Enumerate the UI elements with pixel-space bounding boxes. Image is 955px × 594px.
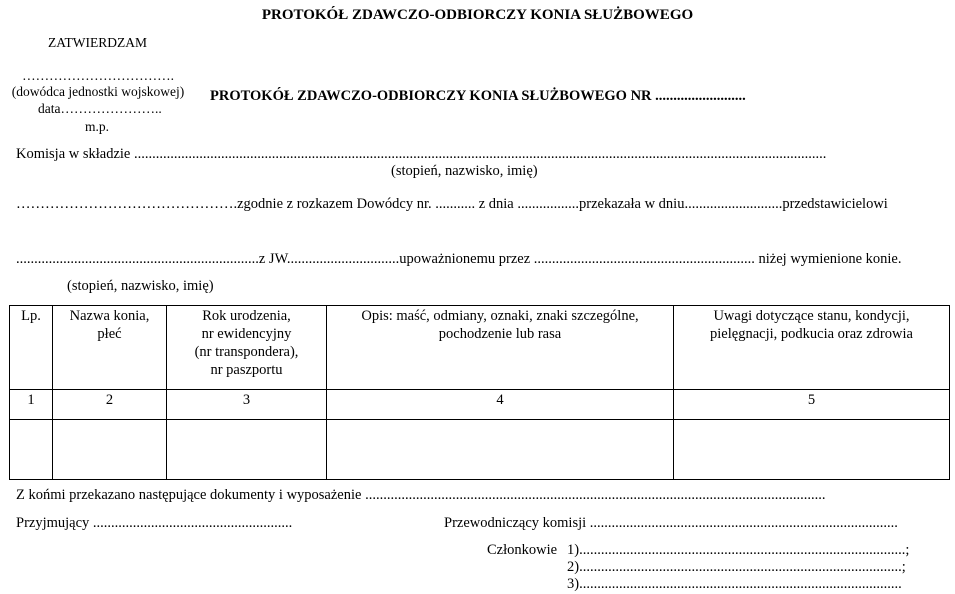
header-description: Opis: maść, odmiany, oznaki, znaki szczególne, pochodzenie lub rasa (327, 306, 674, 390)
table-cell[interactable] (674, 420, 950, 480)
column-number: 4 (327, 390, 674, 420)
chairman-line: Przewodniczący komisji ..................................................................................... (444, 515, 898, 531)
table-cell[interactable] (167, 420, 327, 480)
unit-line: ...................................................................z JW...............................upoważnionemu przez ............................................................. niżej wymienione konie. (16, 251, 902, 267)
documents-line: Z końmi przekazano następujące dokumenty i wyposażenie ............................................................................................................................... (16, 487, 826, 503)
approval-label: ZATWIERDZAM (48, 35, 147, 50)
header-lp: Lp. (10, 306, 53, 390)
representative-caption: (stopień, nazwisko, imię) (67, 278, 214, 294)
header-remarks: Uwagi dotyczące stanu, kondycji, pielęgnacji, podkucia oraz zdrowia (674, 306, 950, 390)
commander-caption: (dowódca jednostki wojskowej) (11, 84, 185, 99)
protocol-number-title: PROTOKÓŁ ZDAWCZO-ODBIORCZY KONIA SŁUŻBOWEGO NR ......................... (210, 88, 746, 104)
table-number-row (10, 390, 950, 420)
approval-date-line: data………………….. (38, 101, 162, 116)
commission-caption: (stopień, nazwisko, imię) (391, 163, 538, 179)
commission-line: Komisja w składzie ............................................................................................................................................................................................... (16, 146, 827, 162)
member-line-3: 3)......................................................................................... (567, 576, 902, 592)
receiver-line: Przyjmujący ....................................................... (16, 515, 293, 531)
order-line: ……………………………………….zgodnie z rozkazem Dowódcy nr. ........... z dnia .................przekazała w dniu...........................przedstawicielowi (16, 196, 888, 212)
horses-table (9, 305, 950, 480)
table-cell[interactable] (10, 420, 53, 480)
column-number: 3 (167, 390, 327, 420)
table-cell[interactable] (53, 420, 167, 480)
member-line-2: 2).........................................................................................; (567, 559, 906, 575)
table-cell[interactable] (327, 420, 674, 480)
table-header-row (10, 306, 950, 390)
header-birth-year: Rok urodzenia, nr ewidencyjny (nr transpondera), nr paszportu (167, 306, 327, 390)
stamp-label: m.p. (85, 119, 110, 134)
column-number: 1 (10, 390, 53, 420)
members-label: Członkowie (487, 542, 558, 558)
approval-signature-line: ……………………………. (22, 68, 174, 83)
column-number: 5 (674, 390, 950, 420)
main-title: PROTOKÓŁ ZDAWCZO-ODBIORCZY KONIA SŁUŻBOWEGO (261, 7, 694, 23)
member-line-1: 1)..........................................................................................; (567, 542, 910, 558)
header-horse-name: Nazwa konia, płeć (53, 306, 167, 390)
column-number: 2 (53, 390, 167, 420)
table-row (10, 420, 950, 480)
